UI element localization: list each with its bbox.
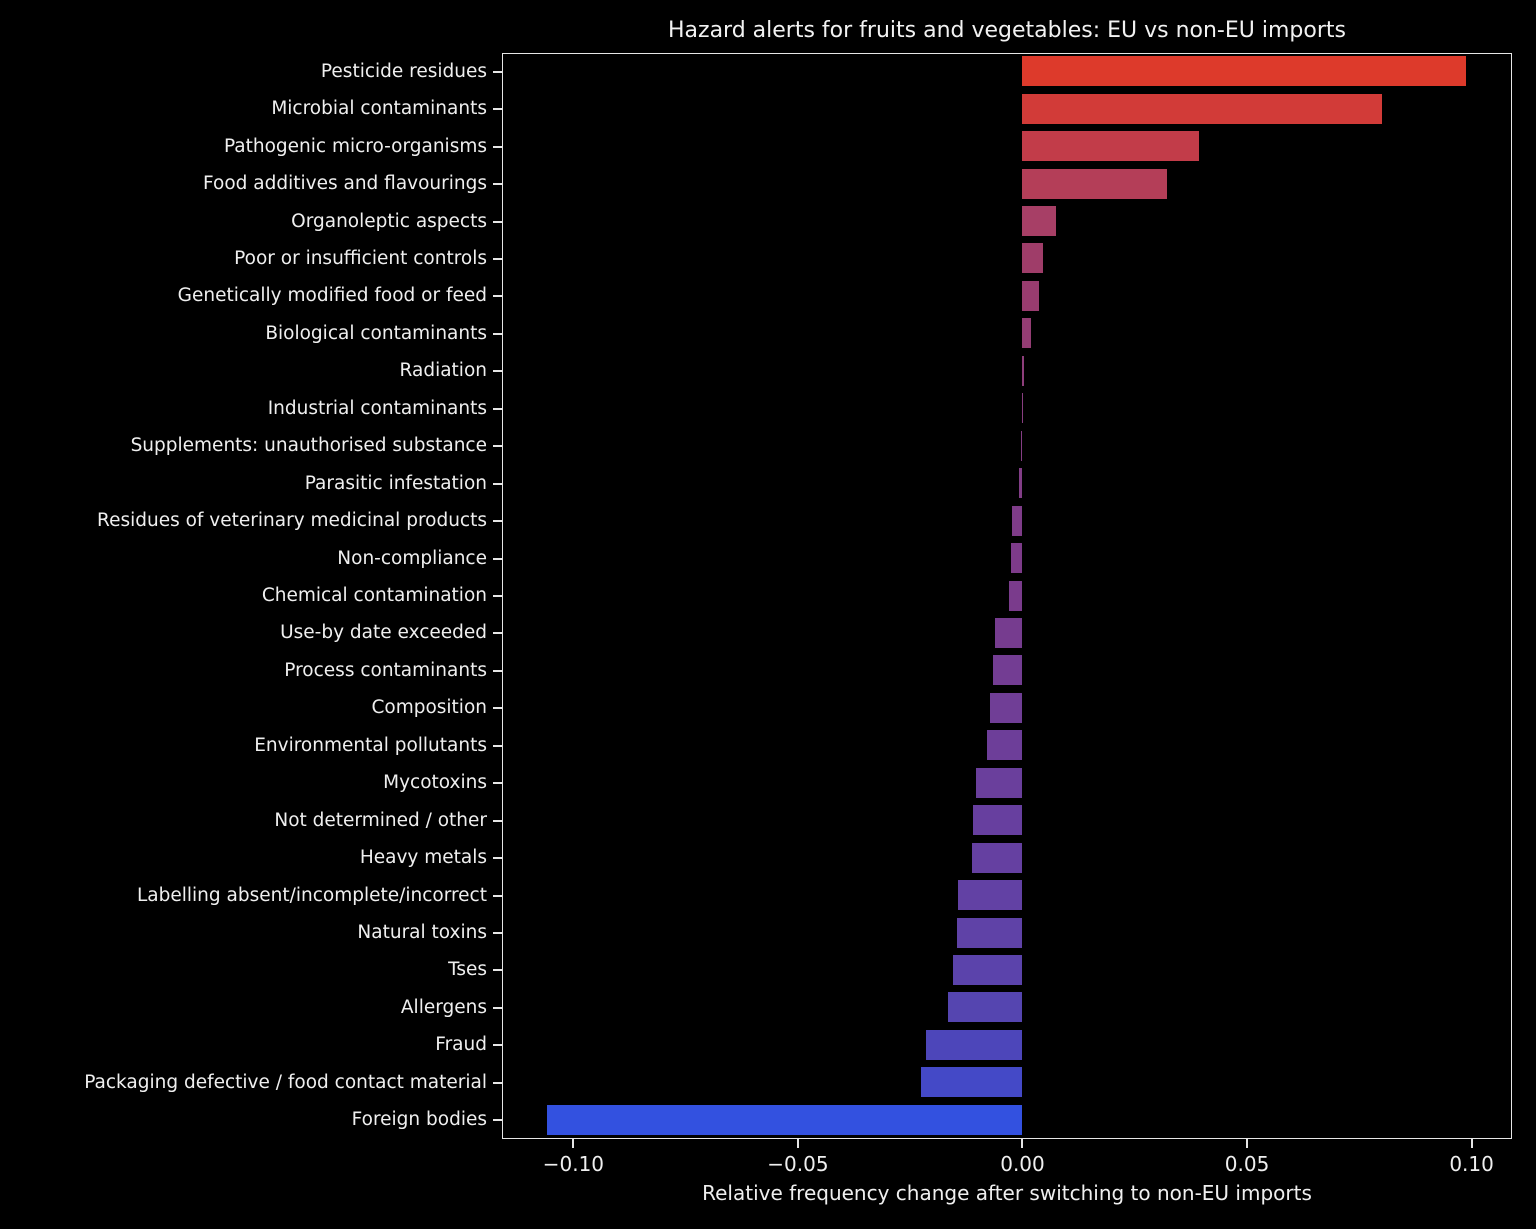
x-tick bbox=[1246, 1139, 1248, 1148]
bar bbox=[1022, 131, 1199, 161]
y-tick bbox=[493, 445, 502, 447]
y-tick bbox=[493, 408, 502, 410]
bar bbox=[1022, 356, 1024, 386]
y-tick bbox=[493, 670, 502, 672]
y-tick bbox=[493, 483, 502, 485]
bar bbox=[990, 693, 1022, 723]
y-category-label: Use-by date exceeded bbox=[280, 622, 487, 644]
bar bbox=[976, 768, 1022, 798]
y-category-label: Pesticide residues bbox=[320, 60, 487, 82]
y-category-label: Chemical contamination bbox=[261, 585, 487, 606]
x-tick bbox=[572, 1139, 574, 1148]
y-tick bbox=[493, 221, 502, 223]
bar bbox=[547, 1105, 1022, 1135]
y-tick bbox=[493, 558, 502, 560]
y-category-label: Foreign bodies bbox=[351, 1109, 487, 1131]
y-tick bbox=[493, 932, 502, 934]
x-tick-label: −0.10 bbox=[542, 1152, 605, 1176]
bar bbox=[1022, 206, 1056, 236]
x-tick bbox=[1021, 1139, 1023, 1148]
y-tick bbox=[493, 1082, 502, 1084]
y-category-label: Genetically modified food or feed bbox=[177, 285, 487, 307]
x-tick bbox=[1471, 1139, 1473, 1148]
y-category-label: Allergens bbox=[400, 996, 487, 1018]
y-category-label: Packaging defective / food contact material bbox=[84, 1071, 487, 1093]
y-tick bbox=[493, 1119, 502, 1121]
y-category-label: Labelling absent/incomplete/incorrect bbox=[136, 884, 487, 906]
y-category-label: Food additives and flavourings bbox=[203, 173, 487, 195]
y-category-label: Non-compliance bbox=[337, 547, 487, 569]
x-axis-label: Relative frequency change after switching to non-EU imports bbox=[702, 1181, 1312, 1205]
y-category-label: Industrial contaminants bbox=[267, 397, 487, 419]
bar bbox=[1022, 56, 1466, 86]
y-tick bbox=[493, 632, 502, 634]
bar bbox=[1022, 281, 1040, 311]
bar bbox=[973, 805, 1022, 835]
y-tick bbox=[493, 71, 502, 73]
bar bbox=[957, 918, 1022, 948]
y-tick bbox=[493, 707, 502, 709]
bar bbox=[953, 955, 1022, 985]
y-tick bbox=[493, 520, 502, 522]
y-category-label: Composition bbox=[371, 697, 487, 719]
bar bbox=[1011, 543, 1022, 573]
y-tick bbox=[493, 745, 502, 747]
bar bbox=[1022, 169, 1168, 199]
y-tick bbox=[493, 1007, 502, 1009]
bar bbox=[972, 843, 1022, 873]
x-tick-label: 0.05 bbox=[1224, 1152, 1270, 1176]
bar bbox=[1022, 94, 1382, 124]
bar bbox=[1012, 506, 1022, 536]
y-category-label: Poor or insufficient controls bbox=[234, 247, 487, 269]
y-tick bbox=[493, 183, 502, 185]
x-tick-label: 0.00 bbox=[1000, 1152, 1045, 1176]
y-category-label: Biological contaminants bbox=[265, 322, 487, 344]
y-tick bbox=[493, 782, 502, 784]
x-tick bbox=[797, 1139, 799, 1148]
y-category-label: Residues of veterinary medicinal products bbox=[97, 510, 487, 532]
y-tick bbox=[493, 370, 502, 372]
y-tick bbox=[493, 258, 502, 260]
y-tick bbox=[493, 1044, 502, 1046]
plot-area bbox=[502, 53, 1512, 1139]
y-category-label: Fraud bbox=[435, 1034, 487, 1056]
y-category-label: Environmental pollutants bbox=[254, 734, 487, 756]
chart-title: Hazard alerts for fruits and vegetables: EU vs non-EU imports bbox=[668, 18, 1346, 43]
bar bbox=[1009, 581, 1022, 611]
bar bbox=[1022, 243, 1043, 273]
bar bbox=[1022, 318, 1031, 348]
y-tick bbox=[493, 295, 502, 297]
y-tick bbox=[493, 108, 502, 110]
y-category-label: Supplements: unauthorised substance bbox=[130, 435, 487, 457]
bar bbox=[995, 618, 1021, 648]
y-category-label: Pathogenic micro-organisms bbox=[223, 135, 487, 157]
y-category-label: Microbial contaminants bbox=[271, 98, 487, 120]
bar bbox=[926, 1030, 1022, 1060]
bar bbox=[1021, 431, 1022, 461]
y-tick bbox=[493, 333, 502, 335]
bar bbox=[987, 730, 1022, 760]
y-category-label: Natural toxins bbox=[357, 922, 487, 944]
y-category-label: Process contaminants bbox=[284, 659, 487, 681]
y-category-label: Radiation bbox=[399, 360, 487, 382]
y-tick bbox=[493, 857, 502, 859]
bar bbox=[993, 655, 1022, 685]
bar bbox=[948, 992, 1022, 1022]
y-tick bbox=[493, 820, 502, 822]
y-tick bbox=[493, 895, 502, 897]
y-tick bbox=[493, 969, 502, 971]
y-category-label: Organoleptic aspects bbox=[291, 210, 487, 232]
y-tick bbox=[493, 595, 502, 597]
y-category-label: Not determined / other bbox=[274, 809, 487, 831]
x-tick-label: 0.10 bbox=[1449, 1152, 1494, 1176]
bar bbox=[1019, 468, 1022, 498]
y-tick bbox=[493, 146, 502, 148]
y-category-label: Parasitic infestation bbox=[304, 472, 487, 494]
bar bbox=[921, 1067, 1022, 1097]
bar bbox=[1022, 393, 1023, 423]
y-category-label: Heavy metals bbox=[359, 847, 487, 869]
x-tick-label: −0.05 bbox=[767, 1152, 829, 1176]
bar bbox=[958, 880, 1022, 910]
y-category-label: Mycotoxins bbox=[383, 772, 487, 794]
y-category-label: Tses bbox=[448, 959, 487, 981]
